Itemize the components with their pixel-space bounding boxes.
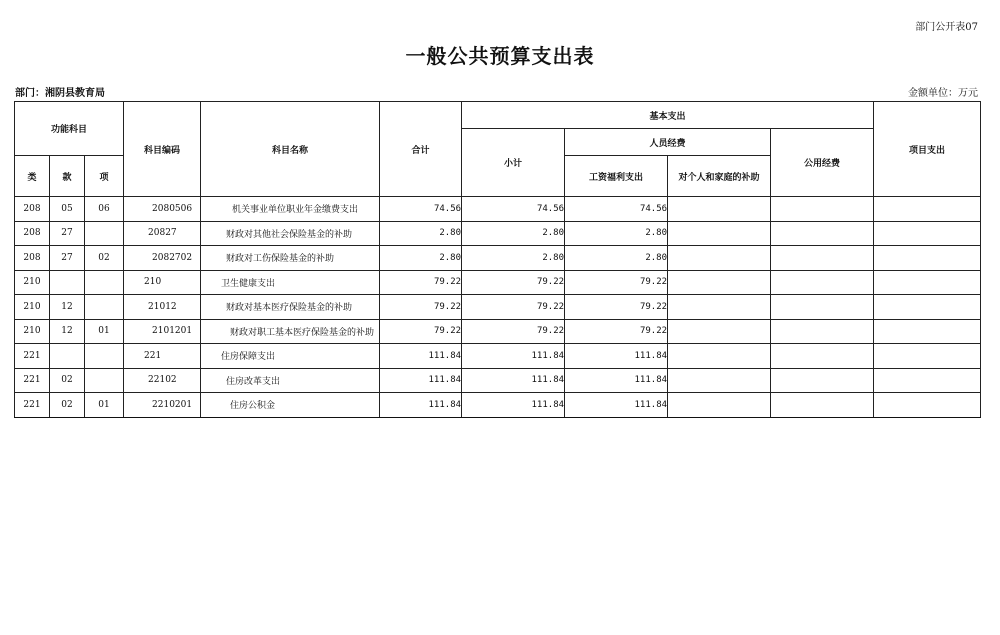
cell-name: 财政对职工基本医疗保险基金的补助 xyxy=(201,319,380,344)
header-public: 公用经费 xyxy=(771,129,874,197)
cell-wages: 79.22 xyxy=(565,295,668,320)
cell-subtotal: 2.80 xyxy=(462,246,565,271)
cell-kuan: 02 xyxy=(50,368,85,393)
cell-xiang xyxy=(85,368,124,393)
cell-subtotal: 79.22 xyxy=(462,270,565,295)
cell-subtotal: 2.80 xyxy=(462,221,565,246)
cell-wages: 111.84 xyxy=(565,368,668,393)
table-row xyxy=(15,344,981,369)
header-func-subject: 功能科目 xyxy=(15,102,124,156)
cell-kuan xyxy=(50,344,85,369)
cell-kuan: 05 xyxy=(50,197,85,222)
form-number: 部门公开表07 xyxy=(915,22,978,33)
cell-total: 2.80 xyxy=(380,246,462,271)
table-body xyxy=(15,197,981,418)
cell-lei: 221 xyxy=(15,393,50,418)
cell-kuan xyxy=(50,270,85,295)
cell-subsidy xyxy=(668,344,771,369)
table-row xyxy=(15,221,981,246)
cell-name: 财政对其他社会保险基金的补助 xyxy=(201,221,380,246)
cell-total: 74.56 xyxy=(380,197,462,222)
cell-public xyxy=(771,221,874,246)
cell-wages: 79.22 xyxy=(565,319,668,344)
header-name: 科目名称 xyxy=(201,102,380,197)
cell-public xyxy=(771,295,874,320)
header-xiang: 项 xyxy=(85,156,124,197)
cell-wages: 74.56 xyxy=(565,197,668,222)
cell-name: 财政对工伤保险基金的补助 xyxy=(201,246,380,271)
cell-xiang: 06 xyxy=(85,197,124,222)
amount-unit-label: 金额单位：万元 xyxy=(908,88,978,99)
cell-total: 111.84 xyxy=(380,344,462,369)
cell-xiang xyxy=(85,221,124,246)
cell-subsidy xyxy=(668,197,771,222)
cell-subsidy xyxy=(668,270,771,295)
cell-code: 2080506 xyxy=(124,197,201,222)
cell-project xyxy=(874,221,981,246)
cell-code: 2082702 xyxy=(124,246,201,271)
cell-xiang: 02 xyxy=(85,246,124,271)
cell-wages: 79.22 xyxy=(565,270,668,295)
cell-project xyxy=(874,246,981,271)
cell-total: 79.22 xyxy=(380,295,462,320)
cell-code: 2210201 xyxy=(124,393,201,418)
expenditure-table xyxy=(14,101,981,418)
cell-name: 住房改革支出 xyxy=(201,368,380,393)
cell-code: 2101201 xyxy=(124,319,201,344)
cell-name: 卫生健康支出 xyxy=(201,270,380,295)
cell-public xyxy=(771,270,874,295)
header-subtotal: 小计 xyxy=(462,129,565,197)
cell-project xyxy=(874,368,981,393)
cell-lei: 208 xyxy=(15,197,50,222)
cell-project xyxy=(874,393,981,418)
cell-xiang xyxy=(85,344,124,369)
cell-subsidy xyxy=(668,319,771,344)
cell-total: 79.22 xyxy=(380,270,462,295)
cell-xiang xyxy=(85,270,124,295)
table-header xyxy=(15,102,981,197)
cell-public xyxy=(771,344,874,369)
cell-code: 210 xyxy=(124,270,201,295)
cell-code: 21012 xyxy=(124,295,201,320)
cell-public xyxy=(771,368,874,393)
table-row xyxy=(15,246,981,271)
cell-name: 机关事业单位职业年金缴费支出 xyxy=(201,197,380,222)
cell-wages: 111.84 xyxy=(565,393,668,418)
cell-kuan: 12 xyxy=(50,295,85,320)
cell-wages: 2.80 xyxy=(565,221,668,246)
cell-code: 20827 xyxy=(124,221,201,246)
header-subsidy: 对个人和家庭的补助 xyxy=(668,156,771,197)
cell-lei: 210 xyxy=(15,319,50,344)
cell-subsidy xyxy=(668,221,771,246)
cell-code: 22102 xyxy=(124,368,201,393)
cell-subsidy xyxy=(668,368,771,393)
cell-lei: 208 xyxy=(15,221,50,246)
cell-subsidy xyxy=(668,246,771,271)
cell-subtotal: 111.84 xyxy=(462,344,565,369)
cell-project xyxy=(874,344,981,369)
header-personnel: 人员经费 xyxy=(565,129,771,156)
cell-xiang: 01 xyxy=(85,393,124,418)
cell-total: 111.84 xyxy=(380,393,462,418)
cell-total: 79.22 xyxy=(380,319,462,344)
cell-wages: 111.84 xyxy=(565,344,668,369)
cell-project xyxy=(874,270,981,295)
cell-subtotal: 79.22 xyxy=(462,319,565,344)
cell-lei: 210 xyxy=(15,270,50,295)
page-title: 一般公共预算支出表 xyxy=(405,44,595,68)
cell-kuan: 12 xyxy=(50,319,85,344)
table-row xyxy=(15,197,981,222)
cell-lei: 208 xyxy=(15,246,50,271)
header-basic: 基本支出 xyxy=(462,102,874,129)
cell-kuan: 02 xyxy=(50,393,85,418)
cell-lei: 210 xyxy=(15,295,50,320)
cell-total: 111.84 xyxy=(380,368,462,393)
cell-kuan: 27 xyxy=(50,221,85,246)
cell-subtotal: 111.84 xyxy=(462,368,565,393)
header-lei: 类 xyxy=(15,156,50,197)
cell-project xyxy=(874,319,981,344)
header-wages: 工资福利支出 xyxy=(565,156,668,197)
cell-project xyxy=(874,295,981,320)
table-row xyxy=(15,319,981,344)
cell-public xyxy=(771,197,874,222)
table-row xyxy=(15,393,981,418)
header-project: 项目支出 xyxy=(874,102,981,197)
cell-subtotal: 79.22 xyxy=(462,295,565,320)
cell-subtotal: 74.56 xyxy=(462,197,565,222)
cell-name: 财政对基本医疗保险基金的补助 xyxy=(201,295,380,320)
cell-xiang: 01 xyxy=(85,319,124,344)
table-row xyxy=(15,368,981,393)
table-row xyxy=(15,295,981,320)
cell-code: 221 xyxy=(124,344,201,369)
header-total: 合计 xyxy=(380,102,462,197)
table-row xyxy=(15,270,981,295)
cell-public xyxy=(771,393,874,418)
cell-public xyxy=(771,319,874,344)
cell-name: 住房公积金 xyxy=(201,393,380,418)
cell-wages: 2.80 xyxy=(565,246,668,271)
cell-subtotal: 111.84 xyxy=(462,393,565,418)
cell-xiang xyxy=(85,295,124,320)
header-code: 科目编码 xyxy=(124,102,201,197)
cell-lei: 221 xyxy=(15,368,50,393)
cell-public xyxy=(771,246,874,271)
cell-kuan: 27 xyxy=(50,246,85,271)
department-label: 部门：湘阴县教育局 xyxy=(15,88,105,99)
cell-project xyxy=(874,197,981,222)
cell-lei: 221 xyxy=(15,344,50,369)
header-kuan: 款 xyxy=(50,156,85,197)
cell-total: 2.80 xyxy=(380,221,462,246)
cell-subsidy xyxy=(668,295,771,320)
cell-subsidy xyxy=(668,393,771,418)
cell-name: 住房保障支出 xyxy=(201,344,380,369)
